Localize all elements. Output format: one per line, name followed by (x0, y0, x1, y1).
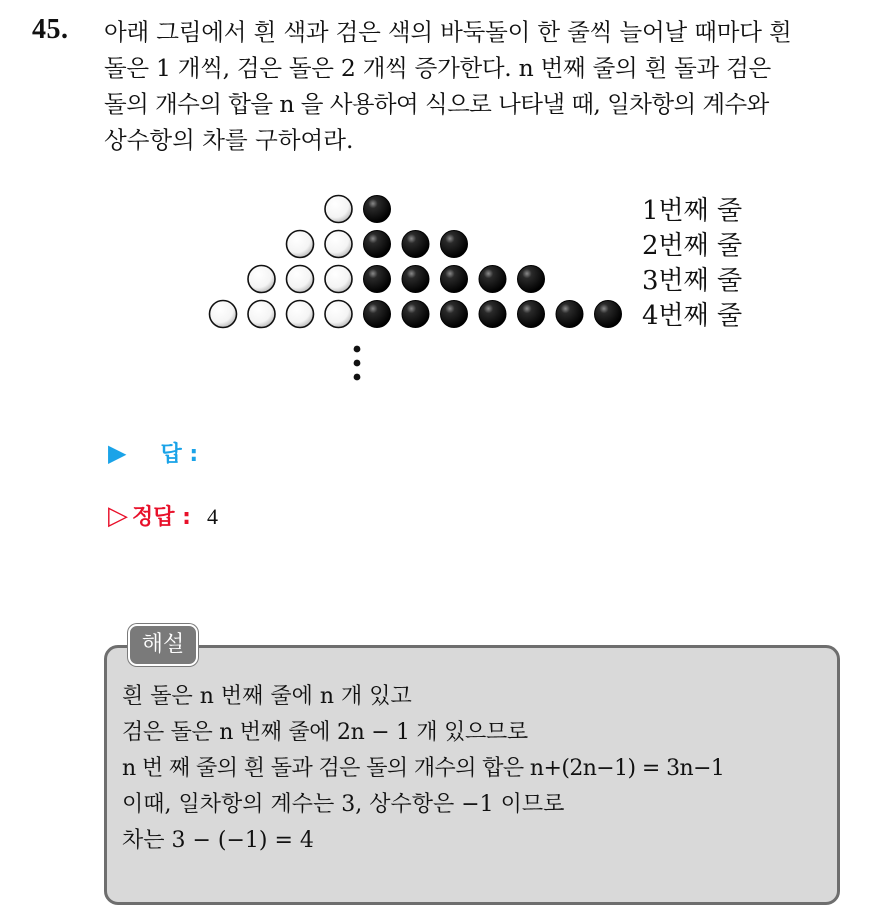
black-stone (364, 231, 391, 258)
white-stone (248, 266, 275, 293)
explanation-line-2: 검은 돌은 n 번째 줄에 2n − 1 개 있으므로 (122, 720, 528, 745)
black-stone (441, 231, 468, 258)
continuation-dots (352, 345, 364, 385)
explanation-line-5: 차는 3 − (−1) = 4 (122, 828, 314, 853)
black-stone (364, 266, 391, 293)
explanation-line-1: 흰 돌은 n 번째 줄에 n 개 있고 (122, 684, 412, 709)
black-stone (556, 301, 583, 328)
black-stone (364, 196, 391, 223)
black-stone (518, 301, 545, 328)
black-stone (595, 301, 622, 328)
white-stone (325, 196, 352, 223)
question-line-1: 아래 그림에서 흰 색과 검은 색의 바둑돌이 한 줄씩 늘어날 때마다 흰 (104, 18, 792, 46)
white-stone (210, 301, 237, 328)
solution-value: 4 (206, 504, 218, 529)
black-stone (479, 266, 506, 293)
black-stone (364, 301, 391, 328)
row-label-2: 2번째 줄 (642, 231, 743, 261)
solution-label: 정답 : (132, 505, 191, 530)
white-stone (287, 301, 314, 328)
black-stone (402, 231, 429, 258)
white-stone (287, 266, 314, 293)
row-label-4: 4번째 줄 (642, 301, 743, 331)
black-stone (402, 301, 429, 328)
row-label-3: 3번째 줄 (642, 266, 743, 296)
black-stone (441, 301, 468, 328)
white-stone (325, 301, 352, 328)
white-stone (248, 301, 275, 328)
solution-line (108, 500, 218, 531)
row-label-1: 1번째 줄 (642, 196, 743, 226)
question-line-4: 상수항의 차를 구하여라. (104, 126, 354, 154)
question-line-2: 돌은 1 개씩, 검은 돌은 2 개씩 증가한다. n 번째 줄의 흰 돌과 검은 (104, 54, 771, 82)
white-stone (287, 231, 314, 258)
explanation-body (122, 679, 724, 859)
black-stone (441, 266, 468, 293)
stone-figure (0, 0, 884, 420)
explanation-line-3: n 번 째 줄의 흰 돌과 검은 돌의 개수의 합은 n+(2n−1) = 3n−1 (122, 756, 725, 781)
solution-marker-icon: ▷ (108, 501, 128, 531)
explanation-tag: 해설 (128, 624, 198, 666)
black-stone (479, 301, 506, 328)
white-stone (325, 231, 352, 258)
question-line-3: 돌의 개수의 합을 n 을 사용하여 식으로 나타낼 때, 일차항의 계수와 (104, 90, 769, 118)
question-number: 45. (32, 14, 69, 45)
answer-label: 답 : (160, 442, 199, 467)
answer-marker-icon: ▶ (108, 439, 127, 467)
explanation-line-4: 이때, 일차항의 계수는 3, 상수항은 −1 이므로 (122, 792, 565, 817)
answer-line (108, 437, 198, 468)
white-stone (325, 266, 352, 293)
black-stone (518, 266, 545, 293)
black-stone (402, 266, 429, 293)
